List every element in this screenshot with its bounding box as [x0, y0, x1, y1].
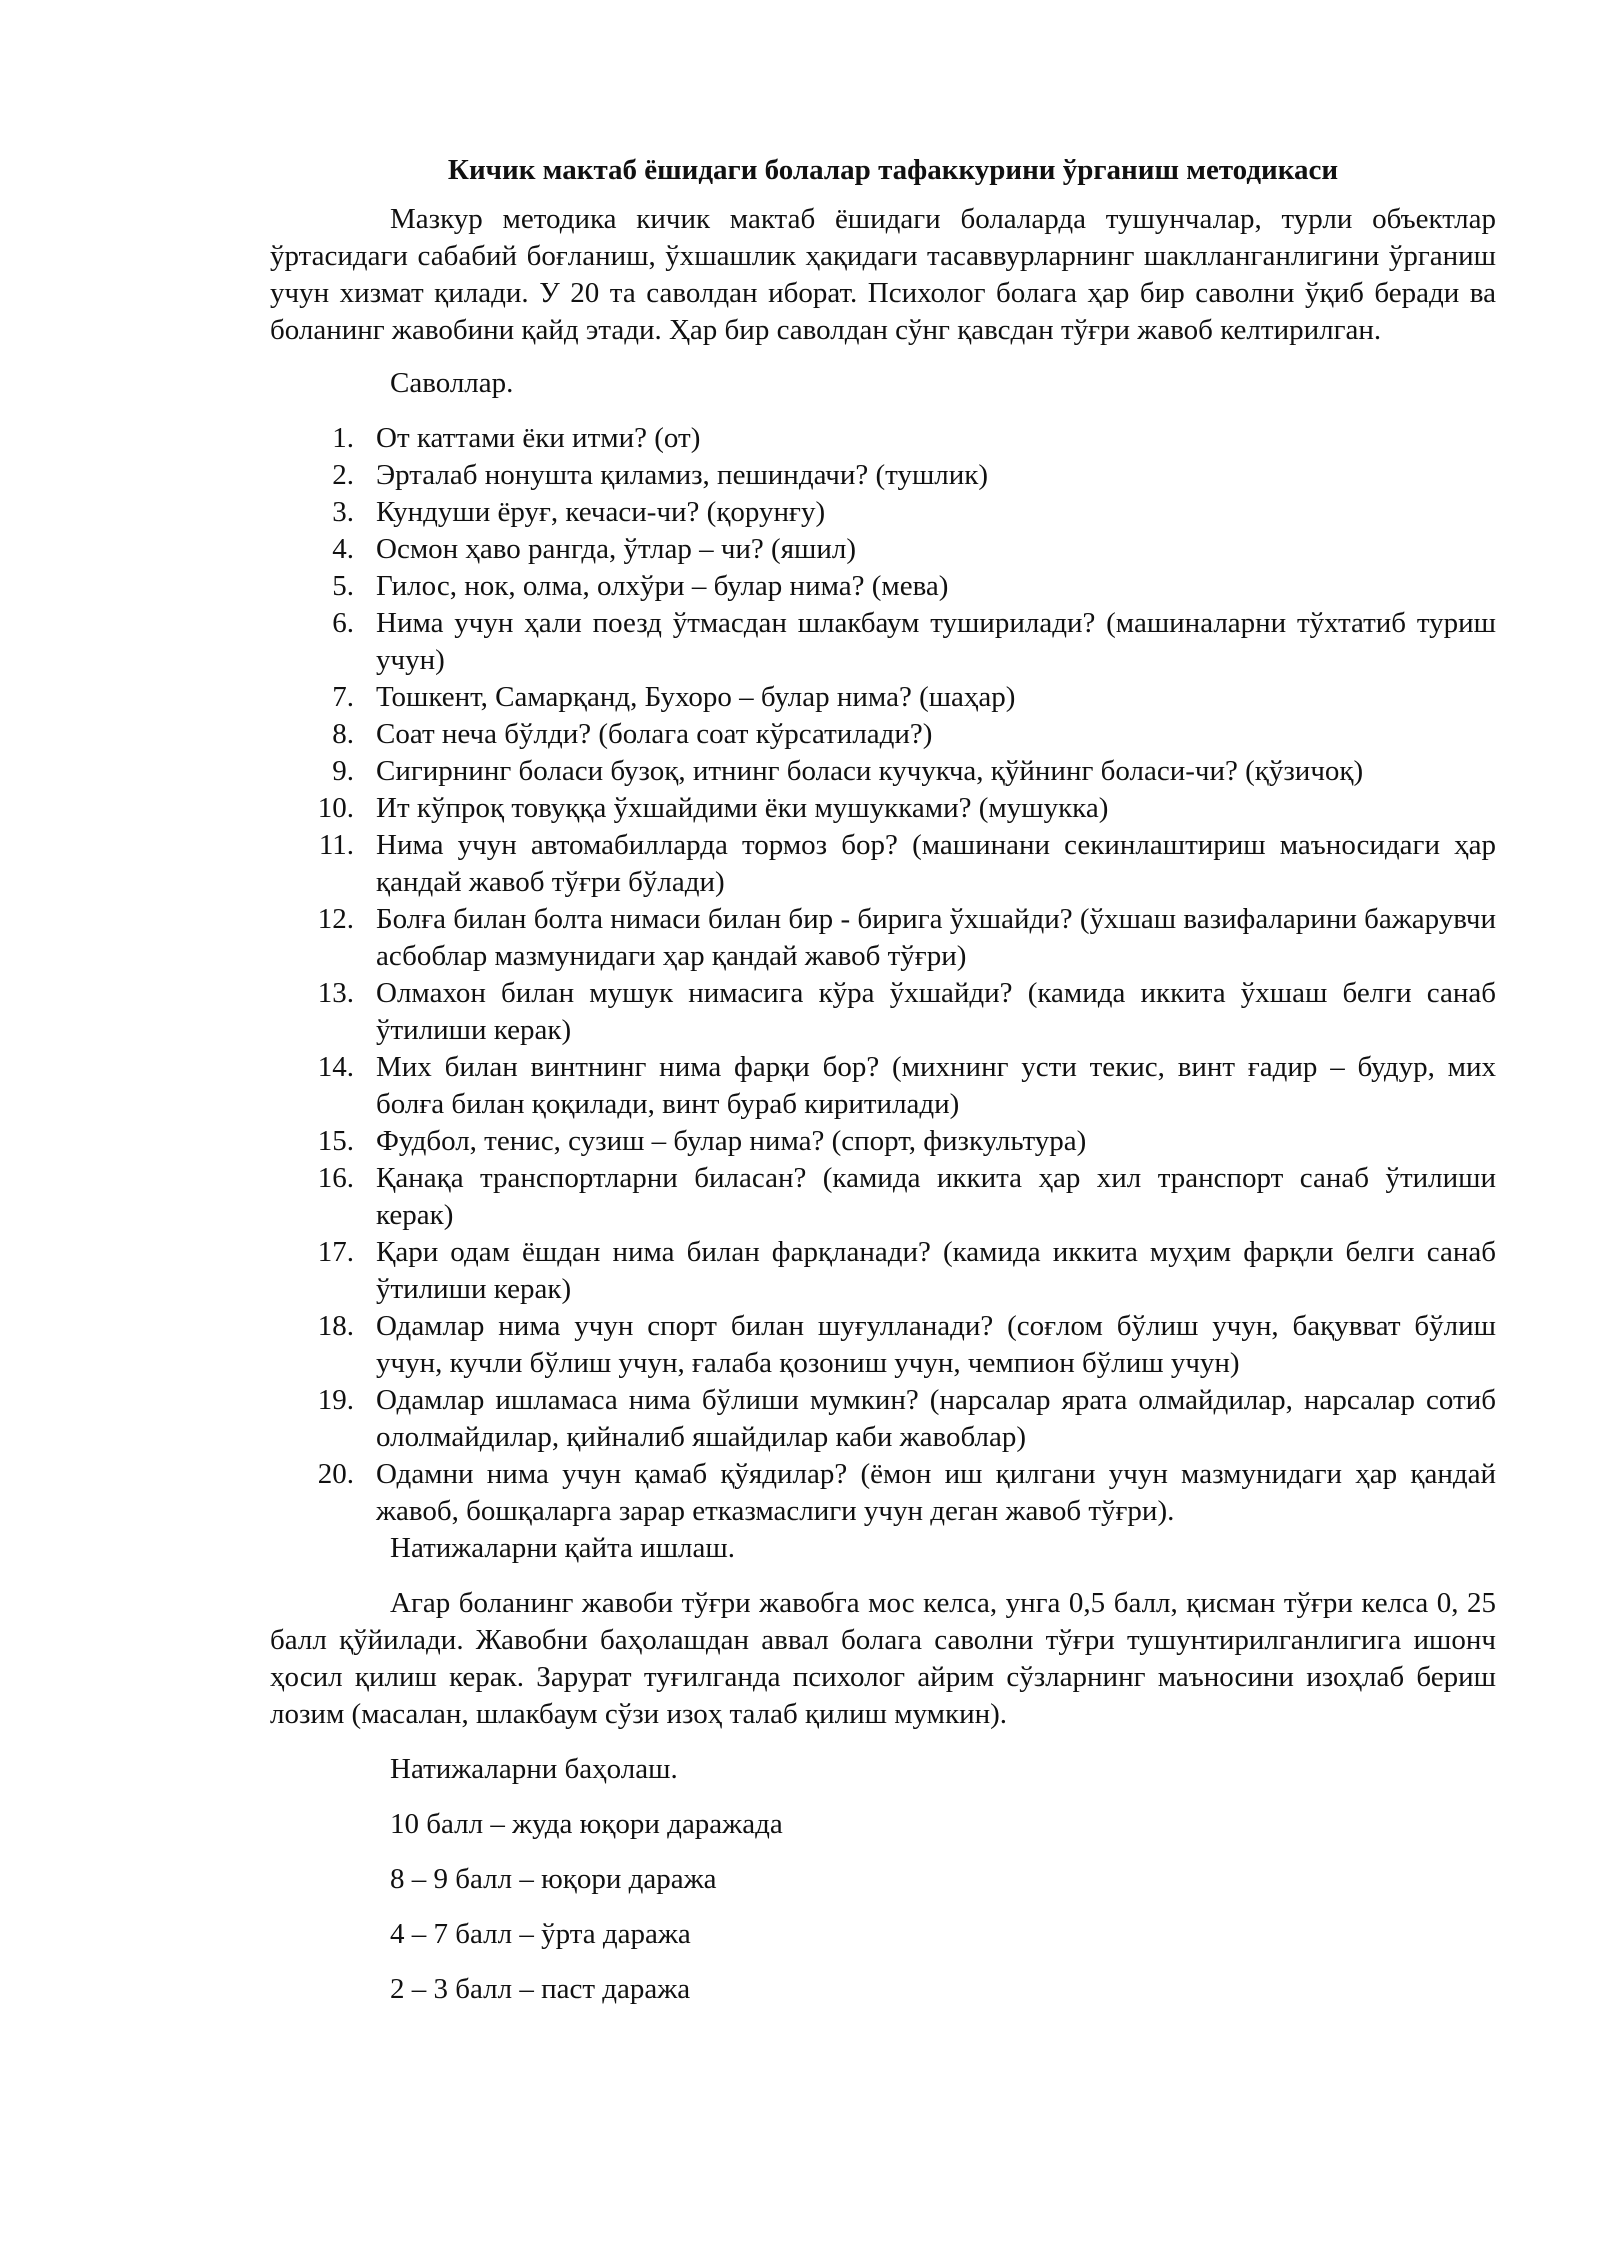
question-item	[270, 531, 1496, 568]
score-line: 4 – 7 балл – ўрта даража	[390, 1918, 691, 1950]
question-number: 5.	[332, 570, 354, 602]
document-title: Кичик мактаб ёшидаги болалар тафаккурини ўрганиш методикаси	[447, 154, 1339, 186]
question-number: 9.	[332, 755, 354, 787]
question-text: Одамлар нима учун спорт билан шуғулланади? (соғлом бўлиш учун, бақувват бўлиш учун, кучли бўлиш учун, ғалаба қозониш учун, чемпион бўлиш учун)	[376, 1310, 1496, 1379]
evaluation-label: Натижаларни баҳолаш.	[390, 1753, 678, 1785]
question-text: От каттами ёки итми? (от)	[376, 422, 701, 454]
question-text: Кундуши ёруғ, кечаси-чи? (қорунғу)	[376, 496, 826, 528]
score-line: 10 балл – жуда юқори даражада	[390, 1808, 783, 1840]
question-number: 7.	[332, 681, 354, 713]
question-item	[270, 1160, 1496, 1234]
question-number: 3.	[332, 496, 354, 528]
question-item	[270, 605, 1496, 679]
question-item	[270, 679, 1496, 716]
question-text: Сигирнинг боласи бузоқ, итнинг боласи кучукча, қўйнинг боласи-чи? (қўзичоқ)	[376, 755, 1364, 787]
question-text: Одамлар ишламаса нима бўлиши мумкин? (нарсалар ярата олмайдилар, нарсалар сотиб ололмайдилар, қийналиб яшайдилар каби жавоблар)	[376, 1384, 1496, 1453]
question-text: Болға билан болта нимаси билан бир - бирига ўхшайди? (ўхшаш вазифаларини бажарувчи асбоблар мазмунидаги ҳар қандай жавоб тўғри)	[376, 903, 1496, 972]
question-number: 10.	[317, 792, 354, 824]
question-item	[270, 827, 1496, 901]
question-item	[270, 790, 1496, 827]
question-number: 20.	[317, 1458, 354, 1490]
question-item	[270, 1308, 1496, 1382]
question-item	[270, 716, 1496, 753]
question-item	[270, 568, 1496, 605]
question-text: Нима учун ҳали поезд ўтмасдан шлакбаум туширилади? (машиналарни тўхтатиб туриш учун)	[376, 607, 1496, 676]
question-number: 6.	[332, 607, 354, 639]
question-number: 14.	[317, 1051, 354, 1083]
question-text: Қари одам ёшдан нима билан фарқланади? (камида иккита муҳим фарқли белги санаб ўтилиши керак)	[376, 1236, 1496, 1305]
questions-list	[270, 420, 1496, 1530]
question-number: 16.	[317, 1162, 354, 1194]
question-item	[270, 753, 1496, 790]
processing-label: Натижаларни қайта ишлаш.	[390, 1532, 735, 1564]
question-text: Тошкент, Самарқанд, Бухоро – булар нима? (шаҳар)	[376, 681, 1016, 713]
question-number: 2.	[332, 459, 354, 491]
question-number: 19.	[317, 1384, 354, 1416]
question-text: Фудбол, тенис, сузиш – булар нима? (спорт, физкультура)	[376, 1125, 1087, 1157]
question-text: Мих билан винтнинг нима фарқи бор? (михнинг усти текис, винт ғадир – будур, мих болға билан қоқилади, винт бураб киритилади)	[376, 1051, 1496, 1120]
question-item	[270, 1382, 1496, 1456]
question-text: Осмон ҳаво рангда, ўтлар – чи? (яшил)	[376, 533, 857, 565]
question-number: 11.	[318, 829, 354, 861]
question-number: 4.	[332, 533, 354, 565]
question-number: 1.	[332, 422, 354, 454]
processing-paragraph: Агар боланинг жавоби тўғри жавобга мос келса, унга 0,5 балл, қисман тўғри келса 0, 25 балл қўйилади. Жавобни баҳолашдан аввал болага саволни тўғри тушунтирилганлигига ишонч ҳосил қилиш керак. Зарурат туғилганда психолог айрим сўзларнинг маъносини изоҳлаб бериш лозим (масалан, шлакбаум сўзи изоҳ талаб қилиш мумкин).	[270, 1587, 1496, 1730]
question-number: 17.	[317, 1236, 354, 1268]
document-body	[270, 152, 1496, 2026]
question-item	[270, 494, 1496, 531]
question-number: 13.	[317, 977, 354, 1009]
question-text: Одамни нима учун қамаб қўядилар? (ёмон иш қилгани учун мазмунидаги ҳар қандай жавоб, бошқаларга зарар етказмаслиги учун деган жавоб тўғри).	[376, 1458, 1496, 1527]
question-item	[270, 1234, 1496, 1308]
question-number: 12.	[317, 903, 354, 935]
score-line: 2 – 3 балл – паст даража	[390, 1973, 691, 2005]
question-text: Эрталаб нонушта қиламиз, пешиндачи? (тушлик)	[376, 459, 989, 491]
question-item	[270, 457, 1496, 494]
question-text: Гилос, нок, олма, олхўри – булар нима? (мева)	[376, 570, 949, 602]
question-number: 8.	[332, 718, 354, 750]
question-text: Соат неча бўлди? (болага соат кўрсатилади?)	[376, 718, 933, 750]
score-line: 8 – 9 балл – юқори даража	[390, 1863, 717, 1895]
question-text: Ит кўпроқ товуққа ўхшайдими ёки мушукками? (мушукка)	[376, 792, 1109, 824]
question-item	[270, 975, 1496, 1049]
intro-paragraph: Мазкур методика кичик мактаб ёшидаги болаларда тушунчалар, турли объектлар ўртасидаги сабабий боғланиш, ўхшашлик ҳақидаги тасаввурларнинг шаклланганлигини ўрганиш учун хизмат қилади. У 20 та саволдан иборат. Психолог болага ҳар бир саволни ўқиб беради ва боланинг жавобини қайд этади. Ҳар бир саволдан сўнг қавсдан тўғри жавоб келтирилган.	[270, 203, 1496, 346]
question-text: Қанақа транспортларни биласан? (камида иккита ҳар хил транспорт санаб ўтилиши керак)	[376, 1162, 1496, 1231]
question-item	[270, 420, 1496, 457]
questions-label: Саволлар.	[390, 367, 514, 399]
question-item	[270, 1456, 1496, 1530]
question-number: 15.	[317, 1125, 354, 1157]
question-item	[270, 1123, 1496, 1160]
question-number: 18.	[317, 1310, 354, 1342]
question-text: Олмахон билан мушук нимасига кўра ўхшайди? (камида иккита ўхшаш белги санаб ўтилиши керак)	[376, 977, 1496, 1046]
question-item	[270, 901, 1496, 975]
question-item	[270, 1049, 1496, 1123]
question-text: Нима учун автомабилларда тормоз бор? (машинани секинлаштириш маъносидаги ҳар қандай жавоб тўғри бўлади)	[376, 829, 1496, 898]
